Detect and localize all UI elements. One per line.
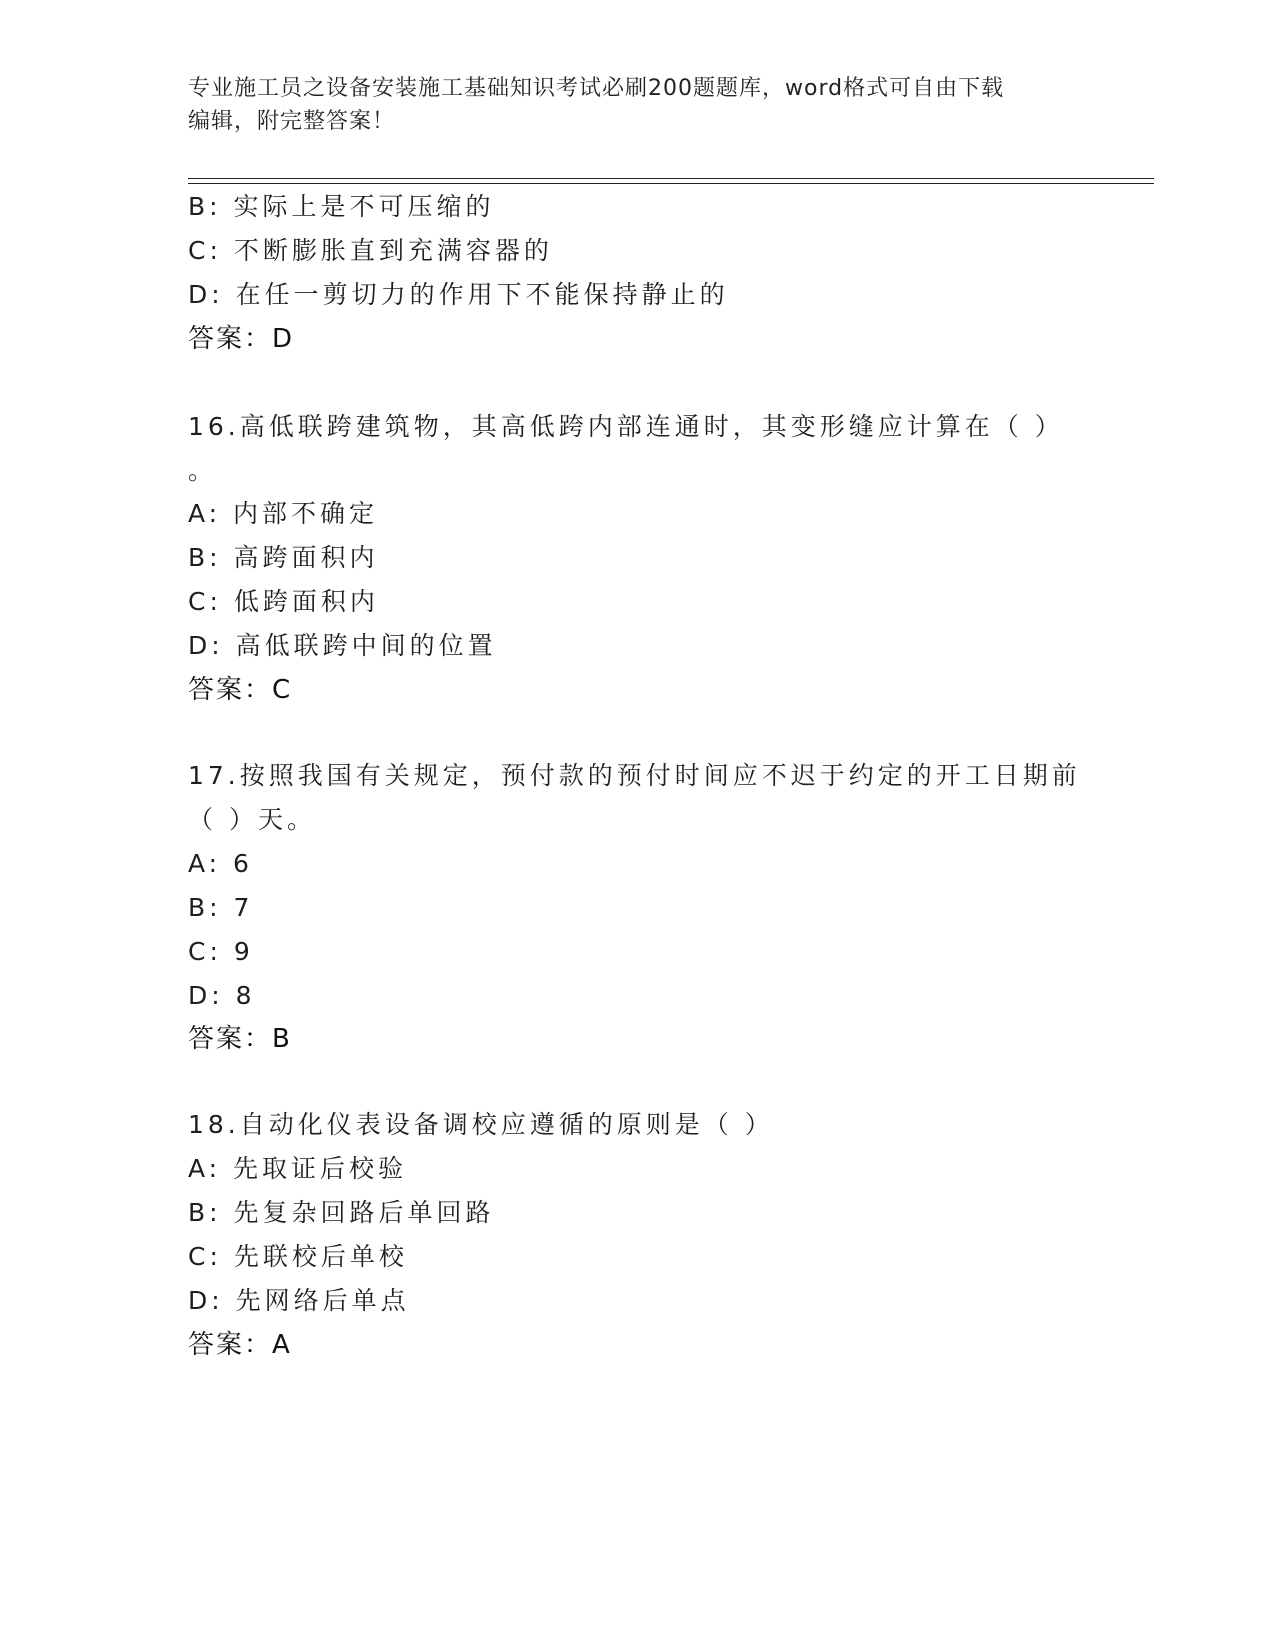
- q17-option-c: C: 9: [188, 937, 254, 966]
- q15-answer-value: D: [272, 324, 293, 354]
- q18-answer-value: A: [272, 1330, 290, 1360]
- q16-stem-line2: 。: [188, 456, 218, 485]
- q16-option-a: A: 内部不确定: [188, 499, 379, 528]
- q15-option-d: D: 在任一剪切力的作用下不能保持静止的: [188, 280, 729, 309]
- q18-option-d: D: 先网络后单点: [188, 1286, 410, 1315]
- header-divider-bottom: [188, 183, 1154, 184]
- q18-option-b: B: 先复杂回路后单回路: [188, 1198, 495, 1227]
- q17-stem-line2: （ ）天。: [188, 805, 316, 834]
- q18-stem-line1: 18.自动化仪表设备调校应遵循的原则是（ ）: [188, 1110, 774, 1139]
- q17-answer-label: 答案：: [188, 1024, 273, 1054]
- q16-option-d: D: 高低联跨中间的位置: [188, 631, 497, 660]
- q17-stem-line1: 17.按照我国有关规定，预付款的预付时间应不迟于约定的开工日期前: [188, 761, 1081, 790]
- q17-answer-value: B: [272, 1024, 290, 1054]
- q16-option-b: B: 高跨面积内: [188, 543, 379, 572]
- q17-option-a: A: 6: [188, 849, 253, 878]
- q17-option-b: B: 7: [188, 893, 254, 922]
- q16-answer-value: C: [272, 675, 291, 705]
- q16-stem-line1: 16.高低联跨建筑物，其高低跨内部连通时，其变形缝应计算在（ ）: [188, 412, 1064, 441]
- q18-answer-label: 答案：: [188, 1330, 273, 1360]
- q16-option-c: C: 低跨面积内: [188, 587, 379, 616]
- q15-option-c: C: 不断膨胀直到充满容器的: [188, 236, 553, 265]
- q15-answer-label: 答案：: [188, 324, 273, 354]
- q18-option-a: A: 先取证后校验: [188, 1154, 408, 1183]
- header-divider-top: [188, 178, 1154, 179]
- header-title-line1: 专业施工员之设备安装施工基础知识考试必刷200题题库，word格式可自由下载: [188, 76, 1005, 101]
- q16-answer-label: 答案：: [188, 675, 273, 705]
- header-title-line2: 编辑，附完整答案！: [188, 109, 396, 134]
- q15-answer: [188, 322, 292, 356]
- q17-option-d: D: 8: [188, 981, 256, 1010]
- q17-answer: [188, 1022, 290, 1056]
- q15-option-b: B: 实际上是不可压缩的: [188, 192, 495, 221]
- q16-answer: [188, 673, 290, 707]
- document-header: [188, 72, 1088, 138]
- q18-option-c: C: 先联校后单校: [188, 1242, 408, 1271]
- q18-answer: [188, 1328, 290, 1362]
